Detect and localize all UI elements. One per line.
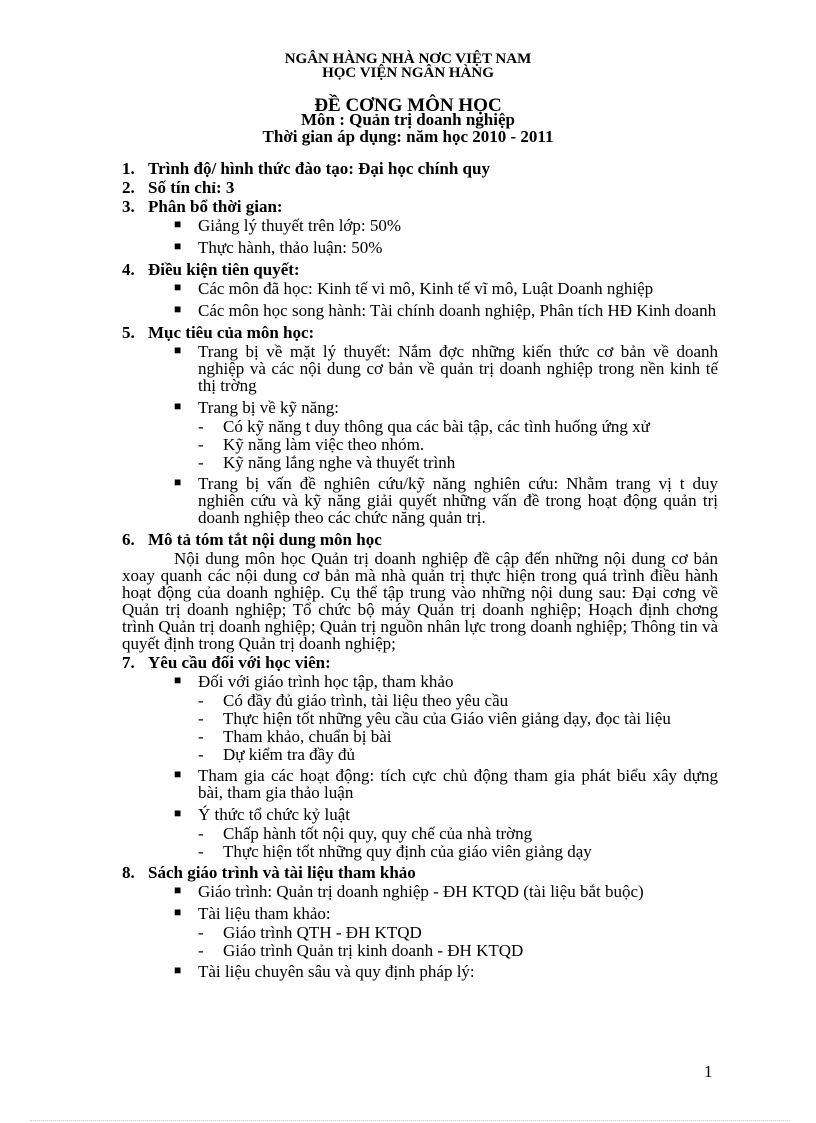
bullet-text: Đối với giáo trình học tập, tham khảo bbox=[198, 672, 454, 691]
bullet-item bbox=[122, 239, 718, 256]
section-number: 4. bbox=[122, 260, 135, 279]
square-bullet-icon: ■ bbox=[174, 280, 182, 294]
square-bullet-icon: ■ bbox=[174, 239, 182, 253]
dash-marker: - bbox=[198, 709, 204, 728]
bullet-text: Ý thức tổ chức kỷ luật bbox=[198, 805, 351, 824]
dash-text: Có đầy đủ giáo trình, tài liệu theo yêu cầu bbox=[223, 691, 509, 710]
section-number: 8. bbox=[122, 863, 135, 882]
section-4-heading bbox=[122, 261, 718, 278]
square-bullet-icon: ■ bbox=[174, 905, 182, 919]
bullet-item bbox=[122, 905, 718, 922]
bullet-item bbox=[122, 280, 718, 297]
dash-item bbox=[122, 454, 718, 471]
bullet-item bbox=[122, 883, 718, 900]
bullet-text: Trang bị về mặt lý thuyết: Nắm đợc những kiến thức cơ bản về doanh nghiệp và các nội dung cơ bản về quản trị doanh nghiệp trong nền kinh tế thị trờng bbox=[198, 342, 718, 395]
dash-marker: - bbox=[198, 842, 204, 861]
section-number: 6. bbox=[122, 530, 135, 549]
section-5-heading bbox=[122, 324, 718, 341]
bullet-text: Các môn học song hành: Tài chính doanh nghiệp, Phân tích HĐ Kinh doanh bbox=[198, 301, 717, 320]
bullet-item bbox=[122, 475, 718, 526]
dash-text: Chấp hành tốt nội quy, quy chế của nhà trờng bbox=[223, 824, 533, 843]
section-7-heading bbox=[122, 654, 718, 671]
bullet-item bbox=[122, 673, 718, 690]
dash-text: Kỹ năng làm việc theo nhóm. bbox=[223, 435, 425, 454]
dash-text: Giáo trình QTH - ĐH KTQD bbox=[223, 923, 422, 942]
dash-text: Kỹ năng lắng nghe và thuyết trình bbox=[223, 453, 456, 472]
bullet-item bbox=[122, 399, 718, 416]
bullet-text: Trang bị về kỹ năng: bbox=[198, 398, 340, 417]
dash-marker: - bbox=[198, 941, 204, 960]
square-bullet-icon: ■ bbox=[174, 767, 182, 781]
section-2-heading bbox=[122, 179, 718, 196]
bullet-item bbox=[122, 302, 718, 319]
dash-item bbox=[122, 746, 718, 763]
dash-marker: - bbox=[198, 435, 204, 454]
bullet-item bbox=[122, 217, 718, 234]
section-number: 2. bbox=[122, 178, 135, 197]
section-number: 5. bbox=[122, 323, 135, 342]
dash-item bbox=[122, 942, 718, 959]
dash-text: Thực hiện tốt những quy định của giáo viên giảng dạy bbox=[223, 842, 592, 861]
square-bullet-icon: ■ bbox=[174, 806, 182, 820]
section-title: Mục tiêu của môn học: bbox=[148, 323, 315, 342]
square-bullet-icon: ■ bbox=[174, 673, 182, 687]
section-title: Yêu cầu đối với học viên: bbox=[148, 653, 331, 672]
section-title: Mô tả tóm tắt nội dung môn học bbox=[148, 530, 382, 549]
page-bottom-divider bbox=[30, 1120, 790, 1121]
section-number: 7. bbox=[122, 653, 135, 672]
dash-text: Tham khảo, chuẩn bị bài bbox=[223, 727, 392, 746]
bullet-text: Tham gia các hoạt động: tích cực chủ động tham gia phát biểu xây dựng bài, tham gia thảo luận bbox=[198, 766, 718, 802]
header-bank-name: NGÂN HÀNG NHÀ NƠC VIỆT NAM bbox=[284, 51, 532, 67]
dash-text: Giáo trình Quản trị kinh doanh - ĐH KTQD bbox=[223, 941, 524, 960]
section-title: Phân bổ thời gian: bbox=[148, 197, 283, 216]
dash-marker: - bbox=[198, 453, 204, 472]
header-academy-name: HỌC VIỆN NGÂN HÀNG bbox=[322, 65, 494, 81]
section-title: Điều kiện tiên quyết: bbox=[148, 260, 300, 279]
dash-marker: - bbox=[198, 727, 204, 746]
academic-year: Thời gian áp dụng: năm học 2010 - 2011 bbox=[262, 127, 554, 146]
document-body bbox=[122, 160, 718, 985]
dash-marker: - bbox=[198, 923, 204, 942]
dash-item bbox=[122, 418, 718, 435]
dash-item bbox=[122, 710, 718, 727]
dash-text: Dự kiểm tra đầy đủ bbox=[223, 745, 355, 764]
bullet-item bbox=[122, 767, 718, 801]
square-bullet-icon: ■ bbox=[174, 302, 182, 316]
bullet-text: Thực hành, thảo luận: 50% bbox=[198, 238, 383, 257]
square-bullet-icon: ■ bbox=[174, 217, 182, 231]
dash-text: Có kỹ năng t duy thông qua các bài tập, các tình huống ứng xử bbox=[223, 417, 650, 436]
dash-text: Thực hiện tốt những yêu cầu của Giáo viên giảng dạy, đọc tài liệu bbox=[223, 709, 671, 728]
section-3-heading bbox=[122, 198, 718, 215]
dash-marker: - bbox=[198, 824, 204, 843]
course-name: Môn : Quản trị doanh nghiệp bbox=[301, 110, 515, 129]
dash-item bbox=[122, 825, 718, 842]
square-bullet-icon: ■ bbox=[174, 883, 182, 897]
square-bullet-icon: ■ bbox=[174, 475, 182, 489]
section-title: Sách giáo trình và tài liệu tham khảo bbox=[148, 863, 416, 882]
section-8-heading bbox=[122, 864, 718, 881]
dash-item bbox=[122, 728, 718, 745]
dash-item bbox=[122, 924, 718, 941]
square-bullet-icon: ■ bbox=[174, 399, 182, 413]
section-title: Trình độ/ hình thức đào tạo: Đại học chính quy bbox=[148, 159, 490, 178]
bullet-text: Các môn đã học: Kinh tế vi mô, Kinh tế vĩ mô, Luật Doanh nghiệp bbox=[198, 279, 654, 298]
dash-item bbox=[122, 843, 718, 860]
dash-marker: - bbox=[198, 417, 204, 436]
dash-marker: - bbox=[198, 745, 204, 764]
bullet-text: Tài liệu chuyên sâu và quy định pháp lý: bbox=[198, 962, 475, 981]
bullet-item bbox=[122, 806, 718, 823]
bullet-text: Trang bị vấn đề nghiên cứu/kỹ năng nghiên cứu: Nhằm trang vị t duy nghiên cứu và kỹ năng giải quyết những vấn đề trong hoạt động quản trị doanh nghiệp theo các chức năng quản trị. bbox=[198, 474, 718, 527]
document-title: ĐỀ CƠNG MÔN HỌC bbox=[314, 95, 502, 116]
course-description-paragraph: Nội dung môn học Quản trị doanh nghiệp đề cập đến những nội dung cơ bản xoay quanh các nội dung cơ bản mà nhà quản trị thực hiện trong quá trình điều hành hoạt động của doanh nghiệp. Cụ thể tập trung vào những nội dung sau: Đại cơng về Quản trị doanh nghiệp; Tổ chức bộ máy Quản trị doanh nghiệp; Hoạch định chơng trình Quản trị doanh nghiệp; Quản trị nguồn nhân lực trong doanh nghiệp; Thông tin và quyết định trong Quản trị doanh nghiệp; bbox=[122, 549, 718, 653]
dash-marker: - bbox=[198, 691, 204, 710]
dash-item bbox=[122, 436, 718, 453]
bullet-text: Tài liệu tham khảo: bbox=[198, 904, 331, 923]
square-bullet-icon: ■ bbox=[174, 963, 182, 977]
bullet-item bbox=[122, 963, 718, 980]
section-number: 1. bbox=[122, 159, 135, 178]
square-bullet-icon: ■ bbox=[174, 343, 182, 357]
section-number: 3. bbox=[122, 197, 135, 216]
bullet-text: Giảng lý thuyết trên lớp: 50% bbox=[198, 216, 402, 235]
page-number: 1 bbox=[704, 1062, 713, 1081]
section-1-heading bbox=[122, 160, 718, 177]
section-title: Số tín chỉ: 3 bbox=[148, 178, 235, 197]
bullet-text: Giáo trình: Quản trị doanh nghiệp - ĐH KTQD (tài liệu bắt buộc) bbox=[198, 882, 644, 901]
section-6-heading bbox=[122, 531, 718, 548]
bullet-item bbox=[122, 343, 718, 394]
dash-item bbox=[122, 692, 718, 709]
